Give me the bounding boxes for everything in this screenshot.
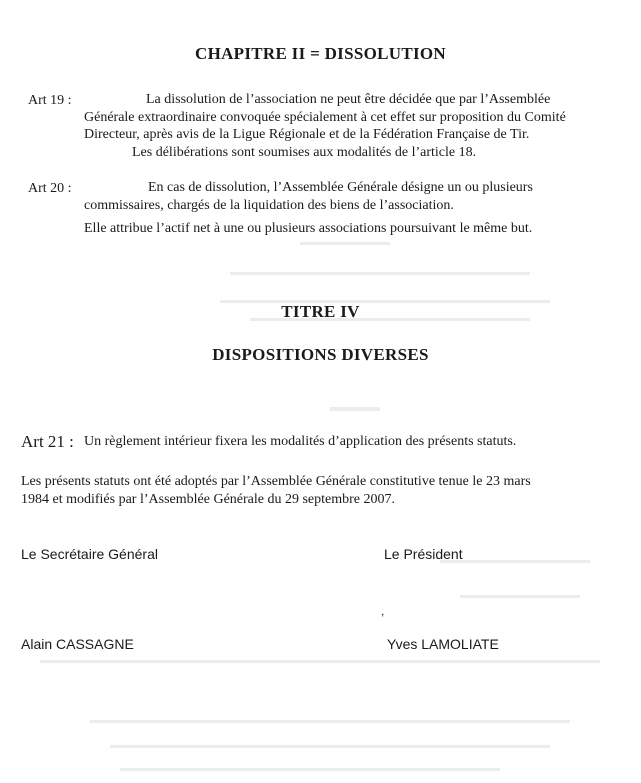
signature-mark: , — [381, 604, 385, 618]
bleed-through-mark — [460, 595, 580, 598]
adoption-line-2: 1984 et modifiés par l’Assemblée Générale du 29 septembre 2007. — [21, 492, 396, 507]
title-iv: TITRE IV — [281, 302, 360, 321]
article-19-label: Art 19 : — [28, 93, 72, 108]
article-21-text: Un règlement intérieur fixera les modalités d’application des présents statuts. — [84, 434, 517, 449]
article-19-line-1: La dissolution de l’association ne peut être décidée que par l’Assemblée — [146, 92, 551, 107]
article-19-line-3: Directeur, après avis de la Ligue Régionale et de la Fédération Française de Tir. — [84, 127, 530, 142]
article-19-line-2: Générale extraordinaire convoquée spécialement à cet effet sur proposition du Comité — [84, 110, 566, 125]
secretary-role: Le Secrétaire Général — [21, 546, 158, 562]
article-21-label: Art 21 : — [21, 432, 74, 451]
bleed-through-mark — [300, 242, 390, 245]
article-20-line-1: En cas de dissolution, l’Assemblée Générale désigne un ou plusieurs — [148, 180, 533, 195]
article-20-label: Art 20 : — [28, 181, 72, 196]
title-subtitle: DISPOSITIONS DIVERSES — [212, 345, 429, 364]
bleed-through-mark — [40, 660, 600, 663]
article-19-line-4: Les délibérations sont soumises aux modalités de l’article 18. — [132, 145, 477, 160]
president-name: Yves LAMOLIATE — [387, 636, 499, 652]
chapter-title: CHAPITRE II = DISSOLUTION — [195, 44, 446, 63]
bleed-through-mark — [230, 272, 530, 275]
bleed-through-mark — [120, 768, 500, 771]
president-role: Le Président — [384, 546, 463, 562]
bleed-through-mark — [330, 407, 380, 411]
article-20-line-2: commissaires, chargés de la liquidation des biens de l’association. — [84, 198, 454, 213]
article-20-line-3: Elle attribue l’actif net à une ou plusieurs associations poursuivant le même but. — [84, 221, 533, 236]
adoption-line-1: Les présents statuts ont été adoptés par l’Assemblée Générale constitutive tenue le 23 mars — [21, 474, 531, 489]
bleed-through-mark — [110, 745, 550, 748]
bleed-through-mark — [90, 720, 570, 723]
secretary-name: Alain CASSAGNE — [21, 636, 134, 652]
